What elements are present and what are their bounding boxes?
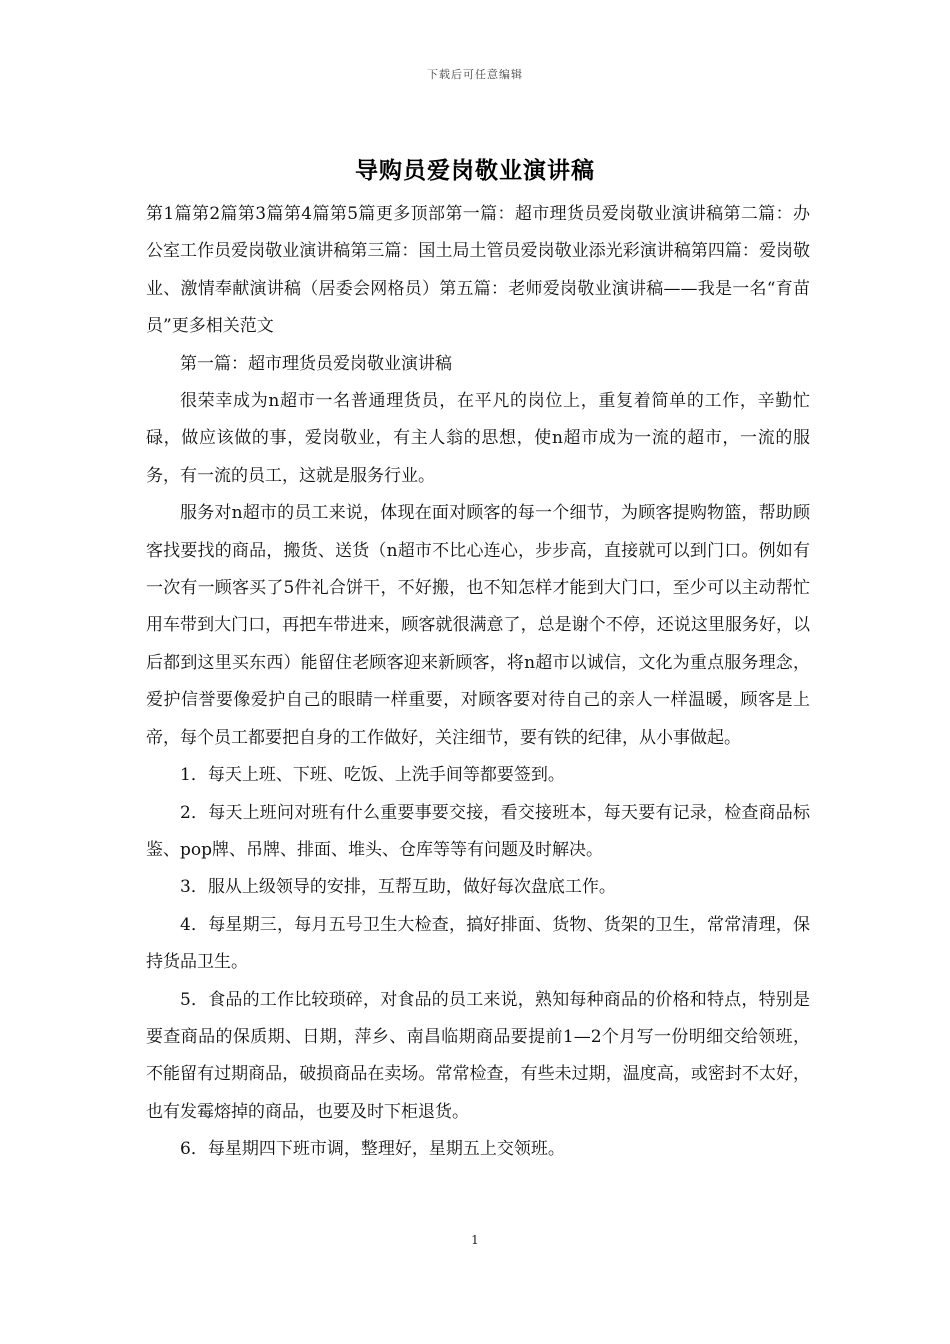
document-title: 导购员爱岗敬业演讲稿	[355, 158, 595, 184]
list-item: 2．每天上班问对班有什么重要事要交接，看交接班本，每天要有记录，检查商品标鉴、pop牌、吊牌、排面、堆头、仓库等等有问题及时解决。	[146, 802, 810, 860]
paragraph-section-heading: 第一篇：超市理货员爱岗敬业演讲稿	[180, 353, 452, 374]
paragraph-contents: 第1篇第2篇第3篇第4篇第5篇更多顶部第一篇：超市理货员爱岗敬业演讲稿第二篇：办公室工作员爱岗敬业演讲稿第三篇：国土局土管员爱岗敬业添光彩演讲稿第四篇：爱岗敬业、激情奉献演讲稿（居委会网格员）第五篇：老师爱岗敬业演讲稿——我是一名“育苗员”更多相关范文	[146, 204, 810, 337]
list-item: 4．每星期三，每月五号卫生大检查，搞好排面、货物、货架的卫生，常常清理，保持货品卫生。	[146, 914, 810, 973]
page-number: 1	[471, 1233, 479, 1247]
header-note: 下载后可任意编辑	[427, 68, 523, 81]
paragraph: 很荣幸成为n超市一名普通理货员，在平凡的岗位上，重复着简单的工作，辛勤忙碌，做应该做的事，爱岗敬业，有主人翁的思想，使n超市成为一流的超市，一流的服务，有一流的员工，这就是服务行业。	[146, 391, 810, 486]
document-body	[146, 196, 810, 1169]
list-item: 1．每天上班、下班、吃饭、上洗手间等都要签到。	[180, 765, 565, 786]
paragraph: 服务对n超市的员工来说，体现在面对顾客的每一个细节，为顾客提购物篮，帮助顾客找要找的商品，搬货、送货（n超市不比心连心，步步高，直接就可以到门口。例如有一次有一顾客买了5件礼合饼干，不好搬，也不知怎样才能到大门口，至少可以主动帮忙用车带到大门口，再把车带进来，顾客就很满意了，总是谢个不停，还说这里服务好，以后都到这里买东西）能留住老顾客迎来新顾客，将n超市以诚信，文化为重点服务理念，爱护信誉要像爱护自己的眼睛一样重要，对顾客要对待自己的亲人一样温暖，顾客是上帝，每个员工都要把自身的工作做好，关注细节，要有铁的纪律，从小事做起。	[146, 503, 810, 748]
list-item: 6．每星期四下班市调，整理好，星期五上交领班。	[180, 1139, 565, 1160]
list-item: 5．食品的工作比较琐碎，对食品的员工来说，熟知每种商品的价格和特点，特别是要查商品的保质期、日期，萍乡、南昌临期商品要提前1—2个月写一份明细交给领班，不能留有过期商品，破损商品在卖场。常常检查，有些未过期，温度高，或密封不太好，也有发霉熔掉的商品，也要及时下柜退货。	[146, 989, 810, 1122]
list-item: 3．服从上级领导的安排，互帮互助，做好每次盘底工作。	[180, 877, 616, 898]
